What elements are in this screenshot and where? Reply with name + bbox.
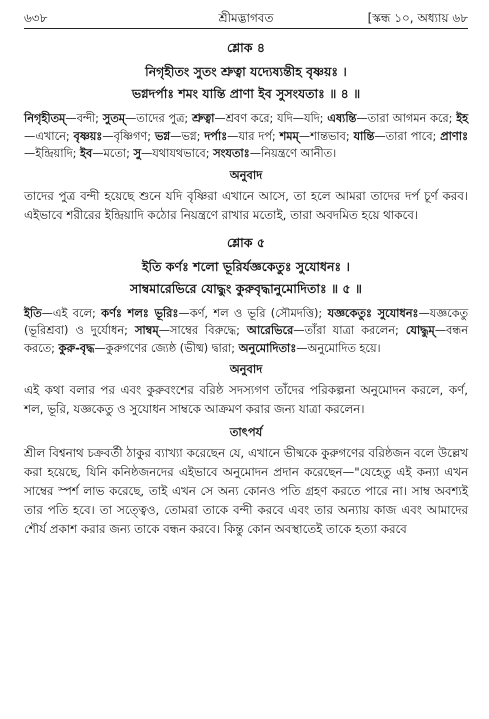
synonym-term: সংযতাঃ — [213, 147, 250, 160]
verse-5-translation-heading: অনুবাদ — [229, 362, 263, 376]
synonym-meaning: —যথাযথভাবে; — [140, 147, 214, 160]
synonym-term: ভগ্ন — [154, 129, 171, 143]
canto-chapter: [স্কন্ধ ১০, অধ্যায় ৬৮ — [367, 11, 468, 25]
synonym-meaning: —এই বলে; — [41, 306, 102, 320]
verse-4-line-1: নিগৃহীতং সুতং শ্রুত্বা যদ্যেষ্যন্তীহ বৃষ্ণয়ঃ । — [145, 64, 347, 79]
synonym-term: বৃষ্ণয়ঃ — [73, 129, 103, 143]
verse-4-translation-heading: অনুবাদ — [229, 167, 263, 182]
synonym-term: যান্তি — [353, 129, 375, 143]
synonym-meaning: —তারা আগমন করে; — [356, 112, 457, 125]
synonym-term: নিগৃহীতম্ — [24, 112, 66, 125]
synonym-term: যোদ্ধুম্ — [405, 324, 435, 337]
book-page — [24, 6, 468, 716]
header-rule — [24, 28, 468, 29]
book-title: শ্রীমদ্ভাগবত — [218, 11, 274, 25]
synonym-term: শমম্ — [279, 129, 299, 143]
verse-4-heading: শ্লোক ৪ — [226, 40, 266, 55]
synonym-term: কুরু-বৃদ্ধ — [58, 341, 95, 355]
synonym-meaning: —নিয়ন্ত্রণে আনীত। — [249, 147, 337, 160]
synonym-term: আরেভিরে — [246, 324, 294, 337]
verse-5-line-2: সাম্বমারেভিরে যোদ্ধুং কুরুবৃদ্ধানুমোদিতাঃ ॥ ৫ ॥ — [130, 280, 362, 296]
synonym-meaning: —তাদের পুত্র; — [124, 112, 192, 125]
verse-4-synonyms — [24, 110, 468, 163]
page-number: ৬৩৮ — [24, 11, 48, 25]
purport-text: শ্রীল বিশ্বনাথ চক্রবর্তী ঠাকুর ব্যাখ্যা করেছেন যে, এখানে ভীষ্মকে কুরুগণের বরিষ্ঠজন বলে উল্লেখ করা হয়েছে, যিনি কনিষ্ঠজনদের এইভাবে অনুমোদন প্রদান করেছেন—"যেহেতু এই কন্যা এখন সাম্বের স্পর্শ লাভ করেছে, তাই এখন সে অন্য কোনও পতি গ্রহণ করতে পারে না। সাম্ব অবশ্যই তার পতি হবে। তা সত্ত্বেও, তোমরা তাকে বন্দী করবে এবং তার অন্যায় কাজ এবং আমাদের শৌর্য প্রকাশ করার জন্য তাকে বন্ধন করবে। কিন্তু কোন অবস্থাতেই তাকে হত্যা করবে — [24, 446, 468, 536]
verse-5-translation: এই কথা বলার পর এবং কুরুবংশের বরিষ্ঠ সদস্যগণ তাঁদের পরিকল্পনা অনুমোদন করলে, কর্ণ, শল, ভূরি, যজ্ঞকেতু ও সুযোধন সাম্বকে আক্রমণ করার জন্য যাত্রা করলেন। — [24, 383, 468, 416]
synonym-term: শ্রুত্বা — [192, 112, 215, 125]
synonym-term: অনুমোদিতাঃ — [238, 341, 297, 355]
synonym-term: প্রাণাঃ — [440, 129, 469, 143]
synonym-term: কর্ণঃ শলঃ ভূরিঃ — [101, 306, 179, 320]
synonym-meaning: —বন্ধন করতে; — [24, 324, 468, 355]
synonym-meaning: —তাঁরা যাত্রা করলেন; — [293, 324, 406, 337]
synonym-term: ইহ — [456, 112, 469, 125]
synonym-meaning: —তারা পাবে; — [374, 129, 441, 143]
verse-4-translation: তাদের পুত্র বন্দী হয়েছে শুনে যদি বৃষ্ণিরা এখানে আসে, তা হলে আমরা তাদের দর্প চূর্ণ করব। এইভাবে শরীরের ইন্দ্রিয়াদি কঠোর নিয়ন্ত্রণে রাখার মতোই, তারা অবদমিত হয়ে থাকবে। — [24, 188, 468, 222]
verse-4-line-2: ভগ্নদর্পাঃ শমং যান্তি প্রাণা ইব সুসংযতাঃ ॥ ৪ ॥ — [131, 86, 361, 101]
synonym-meaning: —যজ্ঞকেতু (ভূরিশ্রবা) ও দুর্যোধন; — [24, 306, 469, 337]
synonym-meaning: —বৃষ্ণিগণ; — [102, 129, 155, 143]
synonym-meaning: —শ্রবণ করে; যদি—যদি; — [214, 112, 328, 125]
synonym-term: সু — [133, 147, 141, 160]
synonym-term: ইব — [80, 147, 93, 160]
synonym-term: দর্পাঃ — [204, 129, 228, 143]
synonym-meaning: —অনুমোদিত হয়ে। — [296, 341, 381, 355]
synonym-meaning: —এখানে; — [24, 129, 74, 143]
synonym-meaning: —বন্দী; — [65, 112, 103, 125]
synonym-meaning: —মতো; — [92, 147, 134, 160]
verse-5-heading: শ্লোক ৫ — [226, 234, 266, 250]
synonym-meaning: —ভগ্ন; — [170, 129, 205, 143]
synonym-term: ইতি — [24, 306, 42, 320]
synonym-meaning: —সাম্বের বিরুদ্ধে; — [158, 324, 247, 337]
synonym-term: সাম্বম্ — [134, 324, 159, 337]
synonym-meaning: —কুরুগণের জ্যেষ্ঠ (ভীষ্ম) দ্বারা; — [94, 341, 239, 355]
synonym-meaning: —ইন্দ্রিয়াদি; — [24, 147, 81, 160]
synonym-meaning: —শান্তভাব; — [298, 129, 354, 143]
page-header — [24, 6, 468, 30]
purport-heading: তাৎপর্য — [229, 425, 263, 439]
synonym-term: সুতম্ — [102, 112, 125, 125]
verse-5-line-1: ইতি কর্ণঃ শলো ভূরির্যজ্ঞকেতুঃ সুযোধনঃ । — [142, 258, 350, 274]
synonym-meaning: —যার দর্প; — [227, 129, 280, 143]
verse-5-synonyms — [24, 305, 468, 358]
synonym-term: যজ্ঞকেতুঃ সুযোধনঃ — [327, 306, 419, 320]
synonym-term: এষ্যন্তি — [327, 112, 357, 125]
synonym-meaning: —কর্ণ, শল ও ভূরি (সৌমদত্তি); — [178, 306, 328, 320]
